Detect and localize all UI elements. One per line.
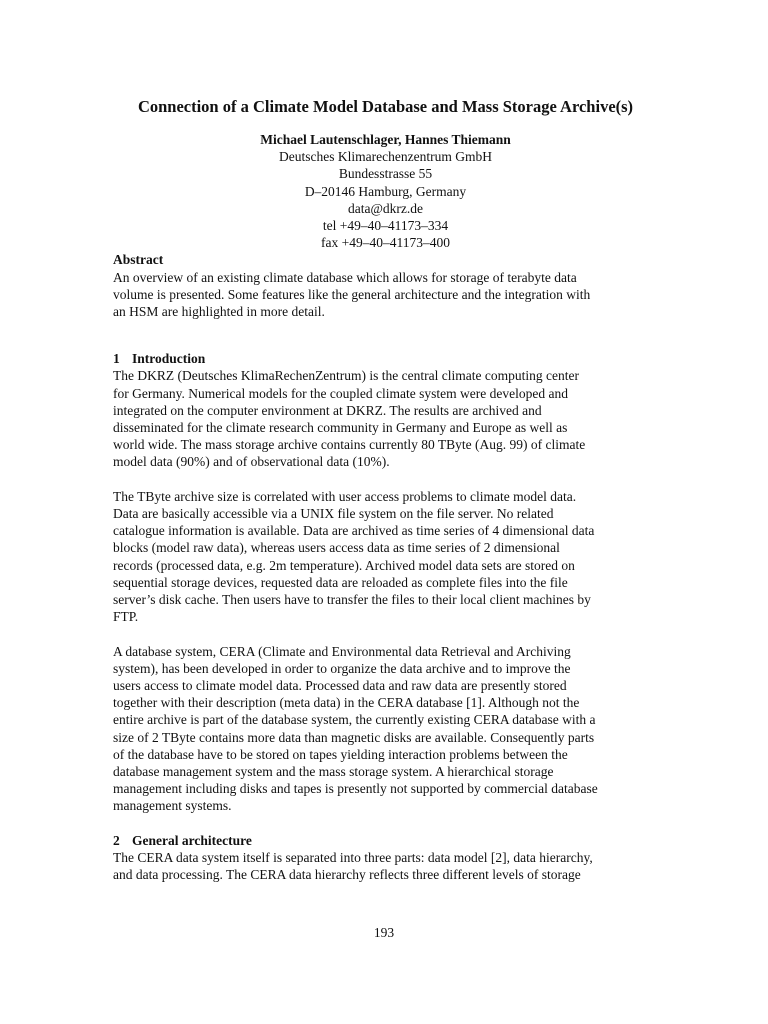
- text-line: model data (90%) and of observational data (10%).: [113, 454, 390, 470]
- text-line: records (processed data, e.g. 2m temperature). Archived model data sets are stored on: [113, 557, 575, 573]
- text-line: FTP.: [113, 609, 139, 625]
- text-line: catalogue information is available. Data are archived as time series of 4 dimensional data: [113, 523, 595, 539]
- text-line: management systems.: [113, 798, 232, 814]
- text-line: and data processing. The CERA data hierarchy reflects three different levels of storage: [113, 867, 581, 883]
- text-line: management including disks and tapes is presently not supported by commercial database: [113, 781, 598, 797]
- section-title: Introduction: [132, 351, 206, 367]
- section-number: 2: [113, 832, 120, 848]
- text-line: server’s disk cache. Then users have to transfer the files to their local client machines by: [113, 592, 591, 608]
- text-line: A database system, CERA (Climate and Environmental data Retrieval and Archiving: [113, 643, 571, 659]
- section-title: General architecture: [132, 832, 252, 848]
- text-line: users access to climate model data. Processed data and raw data are presently stored: [113, 678, 567, 694]
- text-line: size of 2 TByte contains more data than magnetic disks are available. Consequently parts: [113, 729, 595, 745]
- text-line: The CERA data system itself is separated into three parts: data model [2], data hierarchy,: [113, 850, 593, 866]
- abstract-text: [113, 269, 658, 321]
- text-line: volume is presented. Some features like the general architecture and the integration with: [113, 286, 591, 302]
- author-tel: tel +49‒40‒41173‒334: [322, 218, 449, 234]
- text-line: integrated on the computer environment at DKRZ. The results are archived and: [113, 402, 542, 418]
- author-affiliation: Deutsches Klimarechenzentrum GmbH: [279, 149, 492, 165]
- text-line: for Germany. Numerical models for the coupled climate system were developed and: [113, 385, 568, 401]
- text-line: together with their description (meta data) in the CERA database [1]. Although not the: [113, 695, 580, 711]
- paper-title: Connection of a Climate Model Database and Mass Storage Archive(s): [137, 97, 634, 116]
- paper-page: [113, 96, 658, 883]
- text-line: blocks (model raw data), whereas users access data as time series of 2 dimensional: [113, 540, 560, 556]
- text-line: The TByte archive size is correlated with user access problems to climate model data.: [113, 488, 577, 504]
- page-number: 193: [373, 925, 395, 940]
- author-names: Michael Lautenschlager, Hannes Thiemann: [260, 132, 511, 147]
- author-city: D‒20146 Hamburg, Germany: [304, 183, 467, 199]
- author-street: Bundesstrasse 55: [338, 166, 433, 182]
- text-line: sequential storage devices, requested data are reloaded as complete files into the file: [113, 574, 568, 590]
- section-number: 1: [113, 351, 120, 367]
- paragraph: [113, 367, 658, 470]
- text-line: world wide. The mass storage archive contains currently 80 TByte (Aug. 99) of climate: [113, 437, 586, 453]
- paragraph: [113, 849, 658, 883]
- text-line: an HSM are highlighted in more detail.: [113, 304, 325, 320]
- section-heading-general-architecture: [113, 832, 658, 849]
- text-line: An overview of an existing climate database which allows for storage of terabyte data: [113, 269, 577, 285]
- text-line: database management system and the mass storage system. A hierarchical storage: [113, 764, 554, 780]
- section-heading-introduction: [113, 350, 658, 367]
- paragraph: [113, 643, 658, 815]
- text-line: of the database have to be stored on tapes yielding interaction problems between the: [113, 746, 568, 762]
- author-block: [113, 131, 658, 251]
- text-line: Data are basically accessible via a UNIX file system on the file server. No related: [113, 506, 554, 522]
- text-line: entire archive is part of the database system, the currently existing CERA database with a: [113, 712, 596, 728]
- text-line: The DKRZ (Deutsches KlimaRechenZentrum) is the central climate computing center: [113, 368, 579, 384]
- abstract-heading: Abstract: [113, 252, 164, 268]
- author-fax: fax +49‒40‒41173‒400: [321, 235, 450, 251]
- paragraph: [113, 488, 658, 626]
- text-line: disseminated for the climate research community in Germany and Europe as well as: [113, 420, 568, 436]
- author-email: data@dkrz.de: [347, 200, 424, 216]
- text-line: system), has been developed in order to organize the data archive and to improve the: [113, 660, 571, 676]
